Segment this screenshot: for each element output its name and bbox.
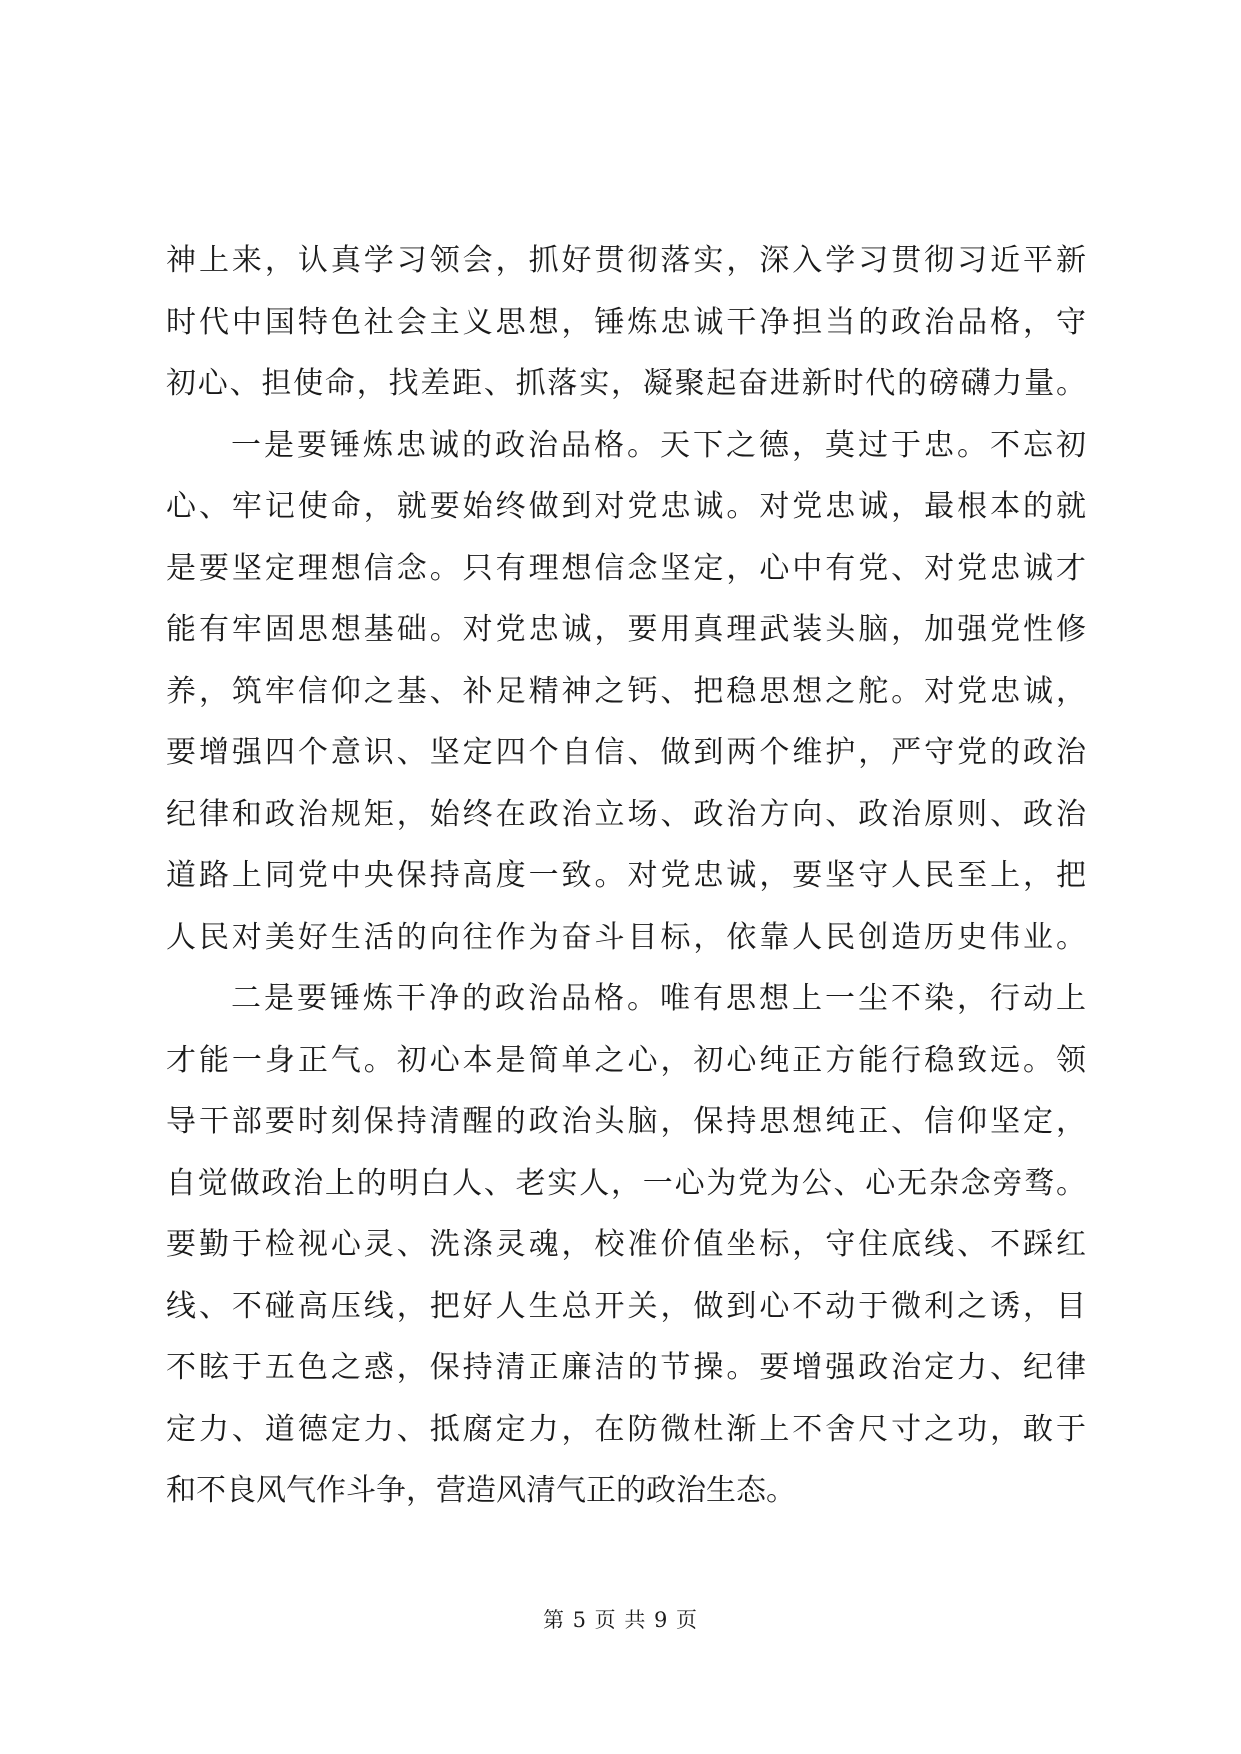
paragraph-1 [166, 230, 1086, 415]
text-line: 纪律和政治规矩，始终在政治立场、政治方向、政治原则、政治 [166, 796, 1086, 832]
text-line: 心、牢记使命，就要始终做到对党忠诚。对党忠诚，最根本的就 [166, 489, 1086, 524]
text-line: 能有牢固思想基础。对党忠诚，要用真理武装头脑，加强党性修 [166, 612, 1086, 647]
paragraph-2 [166, 415, 1086, 969]
text-line: 神上来，认真学习领会，抓好贯彻落实，深入学习贯彻习近平新 [166, 243, 1086, 278]
text-line: 二是要锤炼干净的政治品格。唯有思想上一尘不染，行动上 [231, 981, 1086, 1016]
text-line: 初心、担使命，找差距、抓落实，凝聚起奋进新时代的磅礴力量。 [166, 366, 1086, 401]
text-line: 不眩于五色之惑，保持清正廉洁的节操。要增强政治定力、纪律 [166, 1350, 1086, 1385]
text-line: 自觉做政治上的明白人、老实人，一心为党为公、心无杂念旁骛。 [166, 1165, 1086, 1201]
text-line: 一是要锤炼忠诚的政治品格。天下之德，莫过于忠。不忘初 [231, 427, 1086, 463]
text-line: 线、不碰高压线，把好人生总开关，做到心不动于微利之诱，目 [166, 1288, 1086, 1324]
text-line: 要增强四个意识、坚定四个自信、做到两个维护，严守党的政治 [166, 735, 1086, 770]
text-line: 定力、道德定力、抵腐定力，在防微杜渐上不舍尺寸之功，敢于 [166, 1411, 1086, 1447]
text-line: 人民对美好生活的向往作为奋斗目标，依靠人民创造历史伟业。 [166, 919, 1086, 955]
paragraph-3 [166, 968, 1086, 1522]
text-line: 导干部要时刻保持清醒的政治头脑，保持思想纯正、信仰坚定， [166, 1104, 1086, 1139]
text-line: 道路上同党中央保持高度一致。对党忠诚，要坚守人民至上，把 [166, 858, 1086, 893]
document-body [166, 230, 1086, 1522]
page-number-footer: 第 5 页 共 9 页 [542, 1608, 699, 1632]
text-line: 才能一身正气。初心本是简单之心，初心纯正方能行稳致远。领 [166, 1042, 1086, 1078]
text-line: 和不良风气作斗争，营造风清气正的政治生态。 [166, 1473, 796, 1508]
text-line: 时代中国特色社会主义思想，锤炼忠诚干净担当的政治品格，守 [166, 304, 1086, 340]
text-line: 要勤于检视心灵、洗涤灵魂，校准价值坐标，守住底线、不踩红 [166, 1227, 1086, 1262]
text-line: 养，筑牢信仰之基、补足精神之钙、把稳思想之舵。对党忠诚， [166, 673, 1086, 709]
text-line: 是要坚定理想信念。只有理想信念坚定，心中有党、对党忠诚才 [166, 550, 1086, 586]
